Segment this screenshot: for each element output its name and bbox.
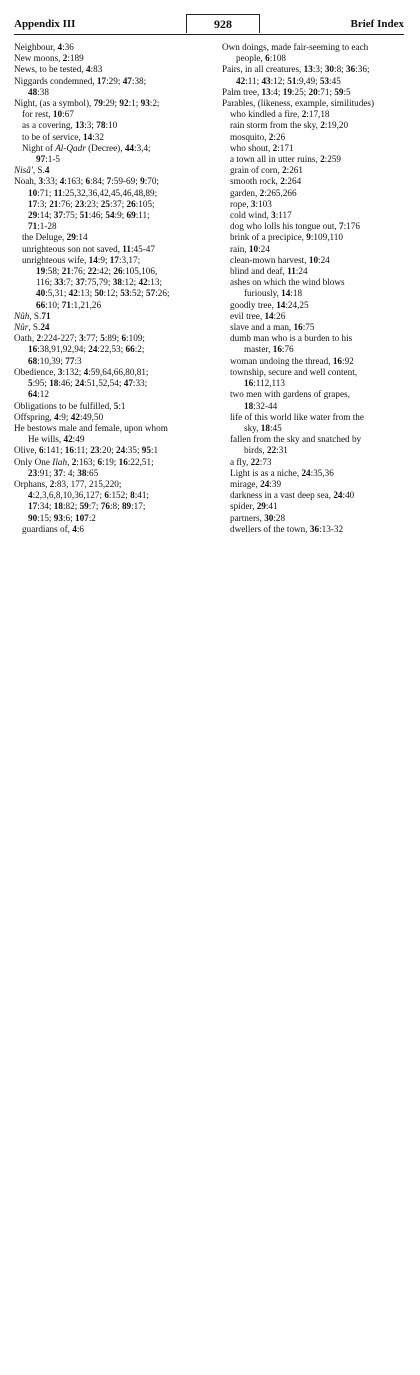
index-entry-line: 23:91; 37: 4; 38:65 [28, 467, 99, 478]
index-entry-line: 10:71; 11:25,32,36,42,45,46,48,89; [28, 187, 158, 198]
index-entry [14, 401, 200, 412]
index-subentry [14, 143, 200, 165]
index-subentry [14, 255, 200, 311]
index-subentry [222, 165, 408, 176]
index-subentry [222, 210, 408, 221]
index-entry-line: 16:112,113 [244, 378, 285, 389]
index-subentry [222, 322, 408, 333]
index-entry [14, 322, 200, 333]
index-entry-line: Oath, 2:224-227; 3:77; 5:89; 6:109; [14, 333, 145, 344]
index-entry-line: furiously, 14:18 [244, 288, 303, 299]
index-subentry [222, 434, 408, 456]
index-entry-line: He bestows male and female, upon whom [14, 422, 168, 433]
index-entry-line: Neighbour, 4:36 [14, 42, 74, 52]
index-entry-line: who kindled a fire, 2:17,18 [230, 109, 330, 120]
index-subentry [222, 513, 408, 524]
index-entry [14, 98, 200, 109]
index-entry-line: Night, (as a symbol), 79:29; 92:1; 93:2; [14, 98, 160, 109]
index-entry-line: Parables, (likeness, example, similitudes) [222, 98, 375, 109]
index-entry-line: 116; 33:7; 37:75,79; 38:12; 42:13; [36, 277, 163, 288]
index-entry-line: 40:5,31; 42:13; 50:12; 53:52; 57:26; [36, 288, 170, 299]
index-entry-line: smooth rock, 2:264 [230, 176, 302, 187]
index-entry-line: 18:32-44 [244, 400, 278, 411]
index-subentry [14, 132, 200, 143]
index-entry-line: guardians of, 4:6 [22, 523, 85, 534]
index-entry [14, 165, 200, 176]
index-entry-line: partners, 30:28 [230, 512, 286, 523]
index-entry-line: sky, 18:45 [244, 422, 282, 433]
index-entry-line: 64:12 [28, 389, 49, 400]
index-entry-line: 29:14; 37:75; 51:46; 54:9; 69:11; [28, 210, 150, 221]
index-entry-line: 5:95; 18:46; 24:51,52,54; 47:33; [28, 378, 148, 389]
index-entry-line: a fly, 22:73 [230, 456, 272, 467]
index-entry-line: Light is as a niche, 24:35,36 [230, 467, 334, 478]
index-entry-line: 19:58; 21:76; 22:42; 26:105,106, [36, 266, 158, 277]
index-entry-line: rain storm from the sky, 2:19,20 [230, 120, 349, 131]
index-subentry [222, 311, 408, 322]
index-entry-line: ashes on which the wind blows [230, 277, 345, 288]
index-entry-line: dumb man who is a burden to his [230, 333, 353, 344]
index-entry [14, 176, 200, 232]
index-subentry [222, 468, 408, 479]
index-entry-line: 90:15; 93:6; 107:2 [28, 512, 96, 523]
index-entry [14, 423, 200, 445]
index-subentry [222, 244, 408, 255]
index-entry-line: He wills, 42:49 [28, 434, 85, 445]
index-subentry [222, 490, 408, 501]
index-subentry [222, 501, 408, 512]
index-subentry [222, 109, 408, 120]
index-entry-line: Nûr, S.24 [14, 322, 50, 333]
index-entry-line: Orphans, 2:83, 177, 215,220; [14, 478, 122, 489]
index-entry-line: 71:1-28 [28, 221, 57, 232]
index-subentry [14, 120, 200, 131]
index-subentry [222, 154, 408, 165]
index-entry [14, 445, 200, 456]
index-entry-line: grain of corn, 2:261 [230, 165, 303, 176]
index-entry-line: Offspring, 4:9; 42:49,50 [14, 411, 104, 422]
index-subentry [222, 176, 408, 187]
index-subentry [222, 221, 408, 232]
index-entry-line: Nûh, S.71 [14, 310, 51, 321]
index-entry [14, 53, 200, 64]
index-entry [222, 64, 408, 86]
index-entry-line: who shout, 2:171 [230, 142, 294, 153]
index-entry-line: Niggards condemned, 17:29; 47:38; [14, 75, 147, 86]
index-entry-line: 16:38,91,92,94; 24:22,53; 66:2; [28, 344, 145, 355]
index-subentry [222, 479, 408, 490]
index-entry [14, 367, 200, 401]
index-subentry [222, 132, 408, 143]
index-entry-line: Noah, 3:33; 4:163; 6:84; 7:59-69; 9:70; [14, 176, 159, 187]
index-entry-line: unrighteous son not saved, 11:45-47 [22, 243, 155, 254]
index-entry-line: mosquito, 2:26 [230, 131, 286, 142]
index-subentry [222, 412, 408, 434]
index-entry-line: dog who lolls his tongue out, 7:176 [230, 221, 360, 232]
index-subentry [222, 143, 408, 154]
index-subentry [222, 255, 408, 266]
index-subentry [14, 244, 200, 255]
index-entry [14, 479, 200, 524]
index-entry-line: spider, 29:41 [230, 501, 278, 512]
index-entry-line: rain, 10:24 [230, 243, 270, 254]
index-entry-line: township, secure and well content, [230, 366, 358, 377]
index-entry-line: mirage, 24:39 [230, 478, 282, 489]
index-entry [222, 98, 408, 109]
index-subentry [222, 524, 408, 535]
index-subentry [222, 389, 408, 411]
right-index-column [222, 42, 408, 535]
index-subentry [222, 120, 408, 131]
index-entry-line: slave and a man, 16:75 [230, 322, 315, 333]
index-entry-line: master, 16:76 [244, 344, 294, 355]
index-subentry [222, 457, 408, 468]
index-entry [14, 42, 200, 53]
index-entry-line: rope, 3:103 [230, 198, 272, 209]
index-subentry [222, 277, 408, 299]
index-entry-line: dwellers of the town, 36:13-32 [230, 523, 344, 534]
index-subentry [222, 199, 408, 210]
index-entry-line: brink of a precipice, 9:109,110 [230, 232, 343, 243]
index-entry-line: Palm tree, 13:4; 19:25; 20:71; 59:5 [222, 86, 351, 97]
index-entry [14, 333, 200, 367]
index-entry-line: Obligations to be fulfilled, 5:1 [14, 400, 126, 411]
index-entry-line: fallen from the sky and snatched by [230, 434, 362, 445]
index-subentry [222, 188, 408, 199]
index-entry-line: Pairs, in all creatures, 13:3; 30:8; 36:36; [222, 64, 370, 75]
index-entry-line: the Deluge, 29:14 [22, 232, 88, 243]
index-entry [14, 412, 200, 423]
index-entry-line: a town all in utter ruins, 2:259 [230, 154, 342, 165]
index-entry-line: 68:10,39; 77:3 [28, 355, 82, 366]
index-entry-line: 4:2,3,6,8,10,36,127; 6:152; 8:41; [28, 490, 149, 501]
index-entry-line: for rest, 10:67 [22, 109, 74, 120]
index-entry-line: people, 6:108 [236, 53, 287, 64]
index-entry-line: birds, 22:31 [244, 445, 288, 456]
index-entry-line: darkness in a vast deep sea, 24:40 [230, 490, 355, 501]
index-entry-line: 66:10; 71:1,21,26 [36, 299, 102, 310]
index-entry-line: Own doings, made fair-seeming to each [222, 42, 369, 52]
index-entry-line: 42:11; 43:12; 51:9,49; 53:45 [236, 75, 341, 86]
index-entry-line: New moons, 2:189 [14, 53, 84, 64]
index-entry-line: cold wind, 3:117 [230, 210, 292, 221]
index-entry-line: Nisâ', S.4 [14, 165, 50, 176]
index-entry-line: evil tree, 14:26 [230, 310, 286, 321]
index-title: Brief Index [350, 18, 404, 30]
index-entry [222, 42, 408, 64]
appendix-title: Appendix III [14, 18, 76, 30]
index-subentry [14, 232, 200, 243]
index-entry-line: two men with gardens of grapes, [230, 389, 350, 400]
index-entry-line: News, to be tested, 4:83 [14, 64, 103, 75]
index-entry-line: unrighteous wife, 14:9; 17:3,17; [22, 254, 141, 265]
index-subentry [222, 356, 408, 367]
index-entry-line: as a covering, 13:3; 78:10 [22, 120, 118, 131]
index-entry-line: woman undoing the thread, 16:92 [230, 355, 354, 366]
index-subentry [222, 333, 408, 355]
index-entry [222, 87, 408, 98]
page-number: 928 [186, 14, 260, 33]
index-subentry [14, 524, 200, 535]
index-subentry [222, 300, 408, 311]
index-entry-line: to be of service, 14:32 [22, 131, 104, 142]
index-entry-line: blind and deaf, 11:24 [230, 266, 308, 277]
index-entry-line: Obedience, 3:132; 4:59,64,66,80,81; [14, 366, 149, 377]
index-entry-line: Only One Ilah, 2:163; 6:19; 16:22,51; [14, 456, 154, 467]
index-entry-line: goodly tree, 14:24,25 [230, 299, 309, 310]
left-index-column [14, 42, 200, 535]
index-entry [14, 457, 200, 479]
index-entry-line: clean-mown harvest, 10:24 [230, 254, 330, 265]
index-entry [14, 76, 200, 98]
index-entry [14, 311, 200, 322]
index-entry-line: 97:1-5 [36, 154, 60, 165]
index-subentry [222, 367, 408, 389]
index-subentry [222, 232, 408, 243]
index-entry-line: garden, 2:265,266 [230, 187, 297, 198]
index-entry [14, 64, 200, 75]
index-entry-line: 48:38 [28, 86, 49, 97]
index-entry-line: life of this world like water from the [230, 411, 364, 422]
index-entry-line: Night of Al-Qadr (Decree), 44:3,4; [22, 142, 151, 153]
page-header [14, 14, 404, 34]
index-entry-line: Olive, 6:141; 16:11; 23:20; 24:35; 95:1 [14, 445, 159, 456]
index-subentry [14, 109, 200, 120]
header-rule [14, 34, 404, 35]
index-entry-line: 17:34; 18:82; 59:7; 76:8; 89:17; [28, 501, 146, 512]
index-subentry [222, 266, 408, 277]
index-entry-line: 17:3; 21:76; 23:23; 25:37; 26:105; [28, 198, 155, 209]
